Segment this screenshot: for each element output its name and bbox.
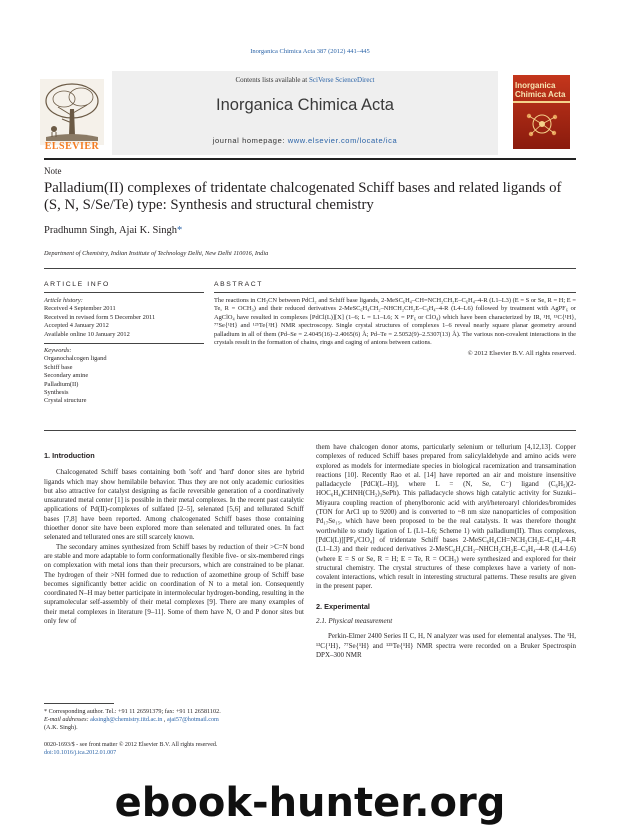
history-label: Article history: — [44, 297, 83, 304]
homepage-link[interactable]: www.elsevier.com/locate/ica — [287, 136, 398, 145]
email-link[interactable]: ajai57@hotmail.com — [166, 716, 219, 723]
abstract-copyright: © 2012 Elsevier B.V. All rights reserved. — [467, 350, 576, 357]
article-type: Note — [44, 166, 62, 176]
keyword-item: Schiff base — [44, 363, 73, 371]
subsection-heading-physical-measurement: 2.1. Physical measurement — [316, 617, 393, 626]
article-info-heading: ARTICLE INFO — [44, 281, 110, 288]
sciencedirect-link[interactable]: SciVerse ScienceDirect — [309, 76, 375, 84]
issn-line: 0020-1693/$ - see front matter © 2012 Elsevier B.V. All rights reserved. — [44, 742, 218, 748]
corresponding-author-link[interactable]: * — [177, 225, 183, 236]
footnote-contact: * Corresponding author. Tel.: +91 11 26591379; fax: +91 11 26581102. — [44, 708, 221, 715]
body-paragraph: Perkin-Elmer 2400 Series II C, H, N analyzer was used for elemental analyses. The ¹H, ¹³C{¹H}, ⁷⁷Se{¹H} and ¹²⁵Te{¹H} NMR spectra were recorded on a Bruker Spectrospin DPX–300 NMR — [316, 632, 576, 659]
history-item: Received in revised form 5 December 2011 — [44, 313, 156, 321]
keywords-rule — [44, 343, 204, 344]
author-names: Pradhumn Singh, Ajai K. Singh — [44, 225, 178, 236]
footnote-emails: E-mail addresses: aksingh@chemistry.iitd.ac.in , ajai57@hotmail.com — [44, 716, 219, 723]
keyword-item: Secondary amine — [44, 372, 89, 380]
article-title: Palladium(II) complexes of tridentate chalcogenated Schiff bases and related ligands of (S, N, S/Se/Te) type: Synthesis and structural chemistry — [44, 180, 562, 213]
journal-citation[interactable]: Inorganica Chimica Acta 387 (2012) 441–445 — [250, 48, 370, 55]
keywords-label: Keywords: — [44, 347, 72, 354]
affiliation: Department of Chemistry, Indian Institute of Technology Delhi, New Delhi 110016, India — [44, 250, 269, 257]
history-item: Received 4 September 2011 — [44, 305, 116, 313]
body-left-column — [44, 451, 304, 626]
history-item: Available online 10 January 2012 — [44, 330, 130, 338]
email-owner: (A.K. Singh). — [44, 724, 78, 731]
abstract-text: The reactions in CH₃CN between PdCl₂ and Schiff base ligands, 2-MeSC₆H₄–CH=NCH₂CH₂E–C₆H₄–4-R (L1–L3) (E = S or Se, R = H; E = Te, R = OCH₃) and their reduced derivatives 2-MeSC₆H₄CH₂–NHCH₂CH₂E–C₆H₄–4-R (L4–L6) followed by treatment with AgPF₆ or AgClO₄ have resulted in complexes [PdCl(L)][X] (1–6; L = L1–L6; X = PF₆ or ClO₄) which have been characterized by IR, ¹H, ¹³C{¹H}, ⁷⁷Se{¹H} and ¹²⁵Te{¹H} NMR spectroscopy. Single crystal structures of complexes 1–6 reveal nearly square planar geometry around palladium in all of them (Pd–Se = 2.4045(16)–2.4065(6) Å; Pd–Te = 2.5052(9)–2.5307(13) Å). The various non-covalent interactions in the crystals result in the formation of chains, rings and caging of anions between cations. — [214, 297, 576, 347]
journal-homepage — [112, 136, 498, 145]
cover-title-line2: Chimica Acta — [515, 90, 566, 99]
footnote-rule — [44, 703, 114, 704]
keyword-item: Organochalcogen ligand — [44, 355, 107, 363]
issn-block — [44, 741, 304, 757]
frontmatter-rule — [44, 268, 576, 269]
email-label: E-mail addresses: — [44, 716, 91, 723]
article-info-rule — [44, 292, 204, 293]
cover-stripe — [513, 101, 570, 103]
body-paragraph: Chalcogenated Schiff bases containing both 'soft' and 'hard' donor sites are hybrid ligands which may show hemilabile behavior. Thus they are not only academic curiosities but also attractive for catalyst designing as facile reversible generation of a coordinatively unsaturated metal center [1] is possible in their metal complexes. In the recent past catalytic applications of Pd(II)-complexes of sulfated [2–5], selenated [5,6] and tellurated Schiff bases [7,8] have been reported. Among chalcogenated Schiff bases those containing thioether donor site have been explored more than selenated and tellurated ones. In fact selenated and tellurated ones are still scarcely known. — [44, 468, 304, 542]
contents-line — [112, 76, 498, 84]
keyword-item: Crystal structure — [44, 397, 87, 405]
abstract-heading: ABSTRACT — [214, 281, 264, 288]
body-right-column — [316, 443, 576, 660]
keyword-item: Palladium(II) — [44, 380, 79, 388]
article-history — [44, 297, 204, 339]
email-link[interactable]: aksingh@chemistry.iitd.ac.in — [90, 716, 163, 723]
body-paragraph: The secondary amines synthesized from Schiff bases by reduction of their >C=N bond are stable and more adaptable to form conformationally flexible five- or six-membered rings on complexation with metal ions than their precursors, which are constrained to be planar. The hydrogen of their >NH formed due to reduction of azomethine group of Schiff base becomes significantly better acidic on coordination of N to a metal ion. Consequently coordinated N–H may better participate in intermolecular hydrogen-bonding, resulting in the supramolecular self-assembly of their metal complexes [9]. There are many examples of their metal complexes in literature [9–11]. Some of them have N, O and P donor sites but only few of — [44, 542, 304, 626]
cover-molecule-icon — [521, 108, 563, 140]
section-heading-introduction: 1. Introduction — [44, 451, 95, 460]
elsevier-tree-logo-icon — [40, 74, 104, 150]
body-start-rule — [44, 430, 576, 431]
doi-link[interactable]: doi:10.1016/j.ica.2012.01.007 — [44, 750, 117, 756]
journal-name: Inorganica Chimica Acta — [216, 96, 394, 114]
keyword-item: Synthesis — [44, 389, 69, 397]
section-heading-experimental: 2. Experimental — [316, 601, 370, 611]
body-paragraph: them have chalcogen donor atoms, particularly selenium or tellurium [4,12,13]. Copper complexes of reduced Schiff bases prepared from salicylaldehyde and amino acids were explored as models for intermediate species in biological racemization and transamination reactions [10]. Recently Rao et al. [14] have reported an air and moisture insensitive palladacycle [PdCl(L–H)], where L = (N, Se, C⁻) ligand (C₆H₅)(2-HOC₆H₄)CHNH(CH₂)₃SePh). This palladacycle shows high catalytic activity for Suzuki–Miyaura coupling reaction of phenylboronic acid with aryl/heteroaryl chlorides/bromides (TON for ArCl up to 9200) and is converted to ~8 nm size nanoparticles of composition Pd₁₇Se₁₅, which have been proposed to be the real catalysts. It was therefore thought worthwhile to study ligation of L (L1–L6; Scheme 1) with palladium(II). Thus complexes, [PdCl(L)][PF₆/ClO₄] of tridentate Schiff bases 2-MeSC₆H₄CH=NCH₂CH₂E–C₆H₄–4-R (L1–L3) and their reduced derivatives 2-MeSC₆H₄CH₂–NHCH₂CH₂E–C₆H₄–4-R (L4–L6) (where E = S or Se, R = H; E = Te, R = OCH₃) were synthesized and explored for their structural chemistry. The crystal structures of these complexes have a variety of non-covalent interactions, which result in interesting structural patterns. These results are given in the present paper. — [316, 443, 576, 591]
keywords — [44, 347, 204, 406]
masthead-rule — [44, 158, 576, 160]
elsevier-wordmark: ELSEVIER — [44, 141, 100, 152]
cover-title-line1: Inorganica — [515, 81, 556, 90]
homepage-prefix: journal homepage: — [212, 136, 288, 145]
contents-prefix: Contents lists available at — [235, 76, 309, 84]
corresponding-author-footnote — [44, 708, 304, 732]
history-item: Accepted 4 January 2012 — [44, 322, 109, 330]
article-authors — [44, 225, 182, 236]
watermark: ebook-hunter.org — [114, 780, 506, 826]
cover-title — [515, 81, 568, 99]
abstract-rule — [214, 292, 576, 293]
